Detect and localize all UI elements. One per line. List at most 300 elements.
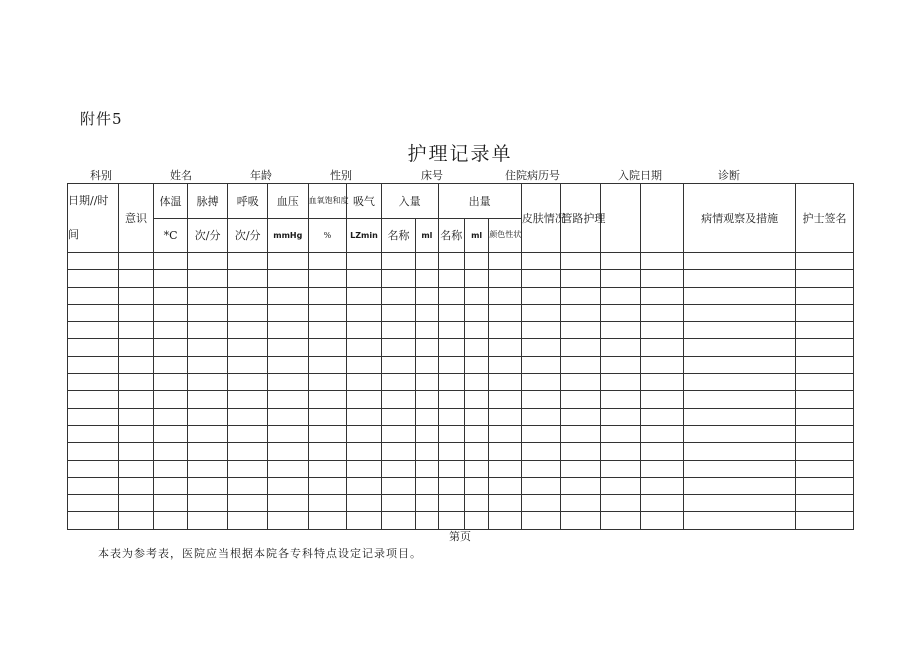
record-cell <box>464 339 488 356</box>
record-cell <box>228 425 268 442</box>
record-cell <box>521 443 561 460</box>
record-cell <box>68 512 119 529</box>
record-cell <box>268 443 309 460</box>
record-cell <box>228 339 268 356</box>
record-cell <box>308 408 347 425</box>
record-cell <box>187 270 228 287</box>
record-cell <box>561 304 601 321</box>
record-cell <box>228 253 268 270</box>
record-cell <box>561 512 601 529</box>
output-header: 出量 <box>438 184 521 219</box>
record-cell <box>187 408 228 425</box>
record-cell <box>521 270 561 287</box>
record-cell <box>601 270 641 287</box>
record-cell <box>154 270 188 287</box>
record-cell <box>187 391 228 408</box>
record-cell <box>154 512 188 529</box>
attachment-label: 附件5 <box>80 110 123 128</box>
page-number-label: 第页 <box>449 530 471 543</box>
record-cell <box>187 425 228 442</box>
record-cell <box>521 339 561 356</box>
record-cell <box>561 495 601 512</box>
record-cell <box>268 287 309 304</box>
admission-date-label: 入院日期 <box>618 169 662 182</box>
record-cell <box>268 304 309 321</box>
record-cell <box>684 477 796 494</box>
record-cell <box>489 339 522 356</box>
record-cell <box>187 460 228 477</box>
record-cell <box>521 322 561 339</box>
record-cell <box>347 253 382 270</box>
record-cell <box>268 512 309 529</box>
record-cell <box>308 477 347 494</box>
output-ml-unit: ml <box>464 218 488 253</box>
record-cell <box>489 443 522 460</box>
record-cell <box>68 425 119 442</box>
record-cell <box>416 304 438 321</box>
record-cell <box>601 391 641 408</box>
record-cell <box>684 512 796 529</box>
record-cell <box>416 339 438 356</box>
record-cell <box>464 443 488 460</box>
record-cell <box>416 322 438 339</box>
record-cell <box>438 287 464 304</box>
record-cell <box>347 408 382 425</box>
record-row <box>68 253 854 270</box>
record-cell <box>381 339 416 356</box>
record-cell <box>308 512 347 529</box>
record-cell <box>795 253 853 270</box>
record-cell <box>684 356 796 373</box>
record-row <box>68 304 854 321</box>
record-cell <box>561 391 601 408</box>
record-cell <box>68 356 119 373</box>
record-cell <box>416 443 438 460</box>
record-cell <box>684 322 796 339</box>
record-cell <box>68 391 119 408</box>
record-cell <box>268 270 309 287</box>
record-cell <box>118 460 154 477</box>
record-cell <box>438 408 464 425</box>
record-cell <box>684 374 796 391</box>
record-cell <box>521 460 561 477</box>
record-cell <box>68 270 119 287</box>
record-cell <box>521 374 561 391</box>
record-cell <box>795 443 853 460</box>
record-cell <box>308 287 347 304</box>
gender-label: 性别 <box>330 169 352 182</box>
record-cell <box>464 477 488 494</box>
record-cell <box>489 287 522 304</box>
record-cell <box>521 356 561 373</box>
record-cell <box>489 322 522 339</box>
respiration-unit: 次/分 <box>228 218 268 253</box>
record-cell <box>68 460 119 477</box>
record-cell <box>154 477 188 494</box>
record-cell <box>187 304 228 321</box>
record-cell <box>640 512 684 529</box>
document-title: 护理记录单 <box>407 143 513 165</box>
record-cell <box>381 495 416 512</box>
record-cell <box>601 374 641 391</box>
record-cell <box>154 408 188 425</box>
record-cell <box>561 339 601 356</box>
record-cell <box>381 512 416 529</box>
record-cell <box>416 374 438 391</box>
temperature-header: 体温 <box>154 184 188 219</box>
record-cell <box>521 477 561 494</box>
record-cell <box>601 512 641 529</box>
pulse-header: 脉搏 <box>187 184 228 219</box>
record-cell <box>684 270 796 287</box>
record-row <box>68 287 854 304</box>
record-cell <box>640 304 684 321</box>
record-cell <box>228 287 268 304</box>
observation-header: 病情观察及措施 <box>684 184 796 253</box>
record-cell <box>416 253 438 270</box>
oxygen-header: 吸气 <box>347 184 382 219</box>
record-cell <box>464 391 488 408</box>
record-cell <box>347 322 382 339</box>
blank-header-2 <box>640 184 684 253</box>
record-cell <box>438 270 464 287</box>
record-cell <box>154 356 188 373</box>
record-cell <box>118 270 154 287</box>
record-cell <box>795 495 853 512</box>
record-cell <box>381 391 416 408</box>
record-cell <box>154 339 188 356</box>
record-cell <box>640 253 684 270</box>
record-cell <box>684 443 796 460</box>
record-cell <box>308 443 347 460</box>
name-label: 姓名 <box>170 169 192 182</box>
record-cell <box>68 374 119 391</box>
record-cell <box>521 408 561 425</box>
record-cell <box>438 374 464 391</box>
record-cell <box>489 460 522 477</box>
record-cell <box>795 287 853 304</box>
record-cell <box>347 495 382 512</box>
record-cell <box>601 253 641 270</box>
record-cell <box>228 512 268 529</box>
record-row <box>68 495 854 512</box>
record-cell <box>118 304 154 321</box>
record-cell <box>438 425 464 442</box>
record-cell <box>381 408 416 425</box>
record-cell <box>381 287 416 304</box>
record-cell <box>268 391 309 408</box>
record-cell <box>308 253 347 270</box>
record-cell <box>68 322 119 339</box>
record-cell <box>268 425 309 442</box>
record-cell <box>561 425 601 442</box>
record-cell <box>416 460 438 477</box>
record-cell <box>795 270 853 287</box>
record-cell <box>684 287 796 304</box>
record-cell <box>489 356 522 373</box>
record-cell <box>795 391 853 408</box>
record-cell <box>438 356 464 373</box>
spo2-unit: % <box>308 218 347 253</box>
record-row <box>68 443 854 460</box>
record-cell <box>268 408 309 425</box>
record-cell <box>464 322 488 339</box>
record-cell <box>561 443 601 460</box>
diagnosis-label: 诊断 <box>718 169 740 182</box>
record-cell <box>640 477 684 494</box>
record-cell <box>118 374 154 391</box>
record-cell <box>795 304 853 321</box>
record-cell <box>154 253 188 270</box>
record-cell <box>118 287 154 304</box>
footnote: 本表为参考表，医院应当根据本院各专科特点设定记录项目。 <box>98 547 422 560</box>
record-cell <box>187 322 228 339</box>
temperature-unit: *C <box>154 218 188 253</box>
record-cell <box>347 287 382 304</box>
record-cell <box>601 339 641 356</box>
record-cell <box>68 304 119 321</box>
record-cell <box>601 356 641 373</box>
record-number-label: 住院病历号 <box>505 169 560 182</box>
record-cell <box>640 495 684 512</box>
record-cell <box>347 304 382 321</box>
record-cell <box>187 339 228 356</box>
record-cell <box>521 391 561 408</box>
record-cell <box>561 253 601 270</box>
record-cell <box>381 253 416 270</box>
record-cell <box>308 460 347 477</box>
record-cell <box>381 460 416 477</box>
record-cell <box>640 443 684 460</box>
age-label: 年龄 <box>250 169 272 182</box>
record-cell <box>416 287 438 304</box>
record-cell <box>640 374 684 391</box>
record-cell <box>308 322 347 339</box>
record-cell <box>228 270 268 287</box>
record-cell <box>381 425 416 442</box>
record-cell <box>640 339 684 356</box>
record-cell <box>684 391 796 408</box>
record-cell <box>118 477 154 494</box>
record-cell <box>521 304 561 321</box>
record-cell <box>187 356 228 373</box>
record-cell <box>489 425 522 442</box>
record-cell <box>68 495 119 512</box>
record-cell <box>640 322 684 339</box>
record-cell <box>489 495 522 512</box>
record-cell <box>154 425 188 442</box>
record-cell <box>795 322 853 339</box>
record-cell <box>521 253 561 270</box>
record-cell <box>464 512 488 529</box>
record-cell <box>381 270 416 287</box>
record-cell <box>416 477 438 494</box>
record-cell <box>489 512 522 529</box>
record-cell <box>268 477 309 494</box>
record-cell <box>347 477 382 494</box>
record-cell <box>464 270 488 287</box>
record-cell <box>795 477 853 494</box>
datetime-header: 日期//时间 <box>68 184 119 253</box>
record-cell <box>438 443 464 460</box>
record-cell <box>561 460 601 477</box>
record-cell <box>308 270 347 287</box>
record-cell <box>438 339 464 356</box>
record-cell <box>347 391 382 408</box>
record-cell <box>521 495 561 512</box>
record-cell <box>228 477 268 494</box>
record-cell <box>561 356 601 373</box>
record-cell <box>118 391 154 408</box>
record-cell <box>561 322 601 339</box>
record-cell <box>154 460 188 477</box>
record-cell <box>228 356 268 373</box>
record-cell <box>464 425 488 442</box>
record-cell <box>640 287 684 304</box>
record-cell <box>795 408 853 425</box>
record-cell <box>68 408 119 425</box>
record-cell <box>438 477 464 494</box>
record-cell <box>228 408 268 425</box>
record-cell <box>438 460 464 477</box>
record-cell <box>464 495 488 512</box>
record-cell <box>381 374 416 391</box>
record-row <box>68 425 854 442</box>
record-cell <box>268 322 309 339</box>
record-cell <box>347 512 382 529</box>
record-cell <box>118 339 154 356</box>
record-cell <box>561 477 601 494</box>
record-cell <box>268 460 309 477</box>
record-cell <box>464 304 488 321</box>
record-cell <box>228 443 268 460</box>
record-row <box>68 374 854 391</box>
record-cell <box>438 391 464 408</box>
record-cell <box>381 356 416 373</box>
intake-name-unit: 名称 <box>381 218 416 253</box>
record-cell <box>416 270 438 287</box>
record-cell <box>154 304 188 321</box>
record-cell <box>795 512 853 529</box>
record-cell <box>118 253 154 270</box>
record-cell <box>489 374 522 391</box>
record-cell <box>154 374 188 391</box>
record-cell <box>684 253 796 270</box>
record-cell <box>795 339 853 356</box>
record-cell <box>268 374 309 391</box>
record-cell <box>381 322 416 339</box>
record-cell <box>268 495 309 512</box>
consciousness-header: 意识 <box>118 184 154 253</box>
record-row <box>68 391 854 408</box>
nursing-record-table <box>67 183 854 530</box>
record-cell <box>521 287 561 304</box>
record-cell <box>464 356 488 373</box>
record-cell <box>308 495 347 512</box>
record-cell <box>521 512 561 529</box>
record-cell <box>684 425 796 442</box>
record-cell <box>228 304 268 321</box>
record-cell <box>187 287 228 304</box>
record-cell <box>268 253 309 270</box>
record-cell <box>416 495 438 512</box>
record-cell <box>154 287 188 304</box>
record-row <box>68 339 854 356</box>
record-cell <box>416 425 438 442</box>
pulse-unit: 次/分 <box>187 218 228 253</box>
record-row <box>68 356 854 373</box>
record-cell <box>795 356 853 373</box>
record-cell <box>795 460 853 477</box>
record-cell <box>228 391 268 408</box>
record-cell <box>268 356 309 373</box>
record-cell <box>489 408 522 425</box>
record-cell <box>268 339 309 356</box>
oxygen-unit: LZmin <box>347 218 382 253</box>
record-cell <box>795 374 853 391</box>
record-cell <box>684 495 796 512</box>
record-cell <box>118 425 154 442</box>
output-name-unit: 名称 <box>438 218 464 253</box>
record-cell <box>489 304 522 321</box>
record-cell <box>489 253 522 270</box>
record-cell <box>684 408 796 425</box>
record-cell <box>347 356 382 373</box>
record-cell <box>601 408 641 425</box>
record-cell <box>118 443 154 460</box>
record-cell <box>640 408 684 425</box>
record-cell <box>464 374 488 391</box>
record-cell <box>416 356 438 373</box>
skin-header: 皮肤情况 <box>521 184 561 253</box>
record-cell <box>118 356 154 373</box>
record-row <box>68 408 854 425</box>
record-cell <box>154 495 188 512</box>
record-cell <box>68 477 119 494</box>
record-cell <box>561 270 601 287</box>
blank-header-1 <box>601 184 641 253</box>
record-cell <box>118 495 154 512</box>
record-cell <box>489 477 522 494</box>
record-cell <box>68 253 119 270</box>
record-cell <box>521 425 561 442</box>
department-label: 科别 <box>90 169 112 182</box>
record-cell <box>308 339 347 356</box>
record-cell <box>118 408 154 425</box>
record-cell <box>795 425 853 442</box>
record-cell <box>438 322 464 339</box>
record-cell <box>601 495 641 512</box>
record-cell <box>640 270 684 287</box>
record-cell <box>438 495 464 512</box>
record-cell <box>438 512 464 529</box>
record-cell <box>640 391 684 408</box>
record-cell <box>381 477 416 494</box>
output-color-unit: 颜色性状 <box>489 218 522 253</box>
blood-pressure-header: 血压 <box>268 184 309 219</box>
record-cell <box>154 391 188 408</box>
blood-pressure-unit: mmHg <box>268 218 309 253</box>
record-cell <box>154 322 188 339</box>
record-cell <box>489 270 522 287</box>
record-cell <box>601 322 641 339</box>
spo2-header: 血氧饱和度 <box>308 184 347 219</box>
record-cell <box>187 374 228 391</box>
record-cell <box>381 304 416 321</box>
record-cell <box>187 495 228 512</box>
record-cell <box>347 339 382 356</box>
record-cell <box>601 460 641 477</box>
